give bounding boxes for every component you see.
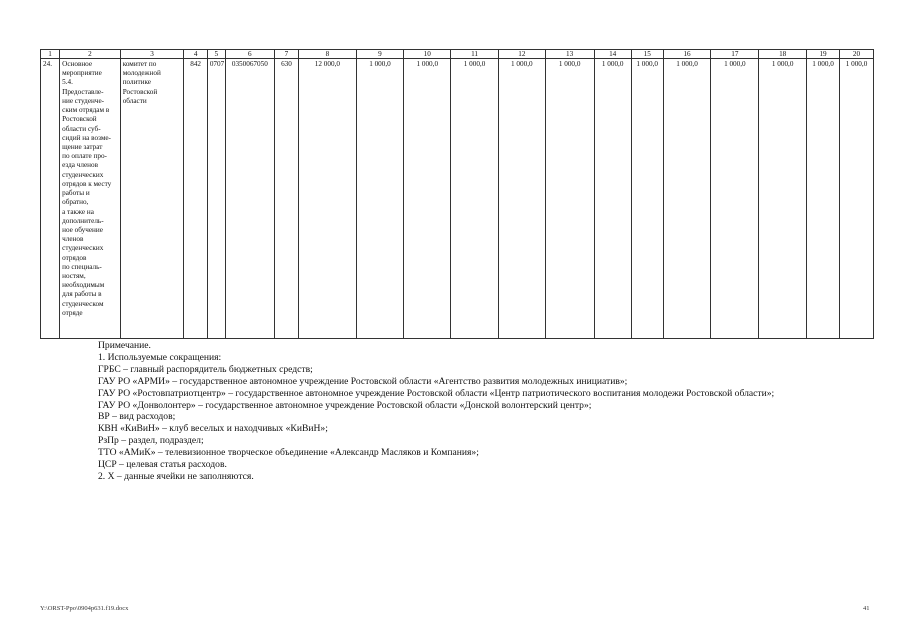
amount-cell: 1 000,0	[759, 59, 807, 339]
amount-cell: 1 000,0	[404, 59, 451, 339]
amount-cell: 1 000,0	[498, 59, 545, 339]
header-cell: 11	[451, 50, 499, 59]
amount-cell: 1 000,0	[663, 59, 711, 339]
page-number: 41	[863, 605, 870, 612]
header-cell: 17	[711, 50, 759, 59]
amount-cell: 1 000,0	[356, 59, 404, 339]
amount-cell: 1 000,0	[594, 59, 631, 339]
notes-line: ГАУ РО «Ростовпатриотцентр» – государственное автономное учреждение Ростовской области «Центр патриотического воспитания молодежи Ростовской области»;	[98, 387, 775, 399]
notes-line: ГАУ РО «АРМИ» – государственное автономное учреждение Ростовской области «Агентство развития молодежных инициатив»;	[98, 375, 628, 387]
header-cell: 13	[545, 50, 594, 59]
rzpr-cell: 0707	[207, 59, 225, 339]
budget-table	[40, 49, 874, 339]
header-cell: 19	[807, 50, 840, 59]
header-cell: 10	[404, 50, 451, 59]
total-amount-cell: 12 000,0	[299, 59, 356, 339]
notes-block	[98, 340, 878, 483]
footer-file-path: Y:\ORST-Ppo\0904p631.f19.docx	[40, 605, 129, 612]
header-cell: 5	[207, 50, 225, 59]
amount-cell: 1 000,0	[840, 59, 874, 339]
header-cell: 16	[663, 50, 711, 59]
notes-line: ТТО «АМиК» – телевизионное творческое объединение «Александр Масляков и Компания»;	[98, 447, 479, 459]
grbs-cell: 842	[184, 59, 207, 339]
table-header-row	[41, 50, 874, 59]
header-cell: 12	[498, 50, 545, 59]
header-cell: 3	[120, 50, 184, 59]
notes-line: КВН «КиВиН» – клуб веселых и находчивых «КиВиН»;	[98, 423, 328, 435]
amount-cell: 1 000,0	[545, 59, 594, 339]
notes-title: Примечание.	[98, 340, 151, 351]
amount-cell: 1 000,0	[451, 59, 499, 339]
header-cell: 9	[356, 50, 404, 59]
table-row	[41, 59, 874, 339]
header-cell: 2	[60, 50, 121, 59]
notes-line: ЦСР – целевая статья расходов.	[98, 459, 227, 471]
amount-cell: 1 000,0	[807, 59, 840, 339]
header-cell: 8	[299, 50, 356, 59]
csr-cell: 0350067050	[225, 59, 274, 339]
activity-name-cell: Основное мероприятие 5.4. Предоставле- ние студенче- ским отрядам в Ростовской области суб- сидий на возме- щение затрат по оплате про- езда членов студенческих отрядов к месту работы и обратно, а также на дополнитель- ное обучение членов студенческих отрядов по специаль- ностям, необходимым для работы в студенческом отряде	[60, 59, 121, 339]
header-cell: 6	[225, 50, 274, 59]
amount-cell: 1 000,0	[631, 59, 663, 339]
header-cell: 14	[594, 50, 631, 59]
notes-line: 2. Х – данные ячейки не заполняются.	[98, 470, 254, 482]
executor-cell: комитет по молодежной политике Ростовской области	[120, 59, 184, 339]
header-cell: 1	[41, 50, 60, 59]
header-cell: 7	[274, 50, 298, 59]
notes-line: ГАУ РО «Донволонтер» – государственное автономное учреждение Ростовской области «Донской волонтерский центр»;	[98, 399, 592, 411]
header-cell: 18	[759, 50, 807, 59]
notes-line: ГРБС – главный распорядитель бюджетных средств;	[98, 363, 313, 375]
notes-line: РзПр – раздел, подраздел;	[98, 435, 204, 447]
row-number-cell: 24.	[41, 59, 60, 339]
vr-cell: 630	[274, 59, 298, 339]
header-cell: 15	[631, 50, 663, 59]
notes-line: 1. Используемые сокращения:	[98, 351, 222, 363]
header-cell: 20	[840, 50, 874, 59]
amount-cell: 1 000,0	[711, 59, 759, 339]
header-cell: 4	[184, 50, 207, 59]
notes-line: ВР – вид расходов;	[98, 411, 176, 423]
